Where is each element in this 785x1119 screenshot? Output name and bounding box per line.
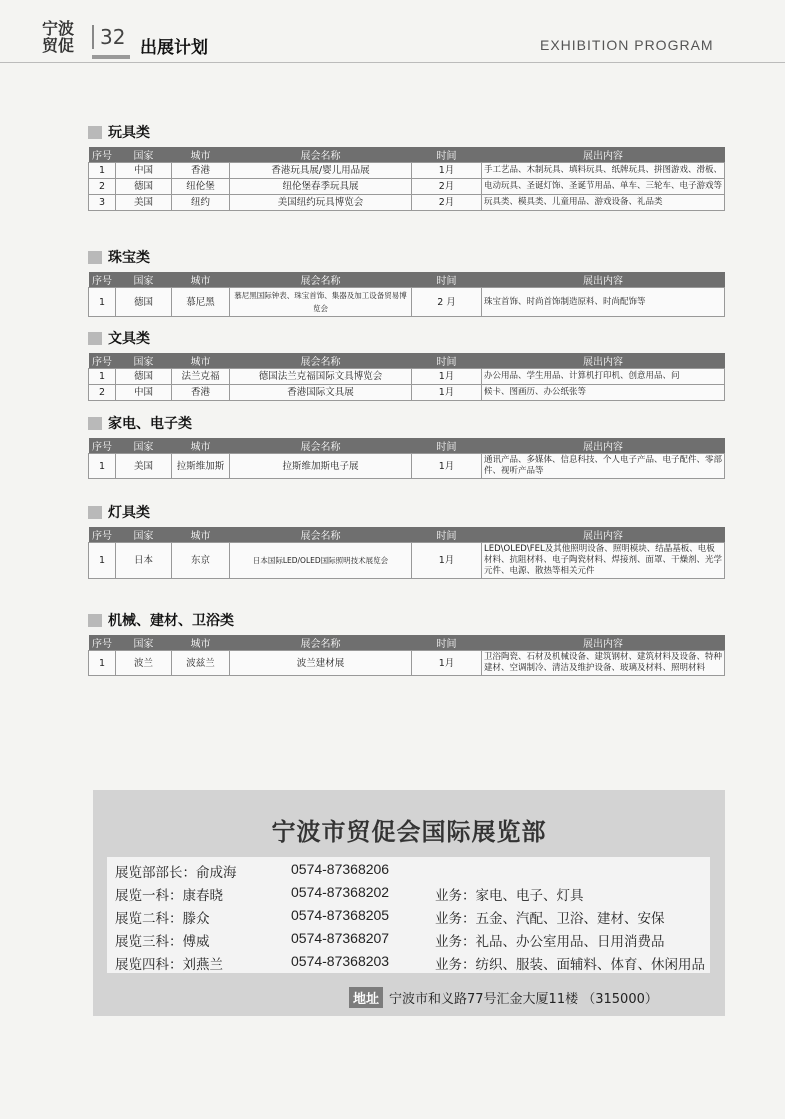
- contact-row: [107, 930, 710, 952]
- exhibition-table: [88, 147, 725, 211]
- table-cell: 1月: [412, 543, 482, 579]
- exhibition-table: [88, 635, 725, 676]
- table-cell: 美国: [116, 454, 172, 479]
- table-cell: 2: [89, 385, 116, 401]
- table-cell: 2月: [412, 179, 482, 195]
- column-header: 序号: [89, 353, 116, 369]
- table-cell: 波兹兰: [172, 651, 230, 676]
- section-marker-icon: [88, 126, 102, 139]
- exhibition-section: [88, 610, 724, 676]
- page-title: 出展计划: [140, 38, 208, 58]
- table-cell: 珠宝首饰、时尚首饰制造原料、时尚配饰等: [482, 288, 725, 317]
- contact-business: 业务：五金、汽配、卫浴、建材、安保: [435, 911, 665, 927]
- column-header: 城市: [172, 272, 230, 288]
- table-cell: 拉斯维加斯: [172, 454, 230, 479]
- section-title: [88, 502, 724, 522]
- magazine-logo: [42, 20, 74, 54]
- column-header: 时间: [412, 147, 482, 163]
- section-title-text: 珠宝类: [108, 250, 150, 266]
- column-header: 城市: [172, 438, 230, 454]
- table-cell: 1月: [412, 369, 482, 385]
- contact-phone: 0574-87368203: [291, 953, 390, 969]
- table-row: [89, 543, 725, 579]
- contact-phone: 0574-87368202: [291, 884, 390, 900]
- column-header: 时间: [412, 438, 482, 454]
- column-header: 序号: [89, 272, 116, 288]
- table-cell: 香港: [172, 385, 230, 401]
- table-cell: 3: [89, 195, 116, 211]
- column-header: 城市: [172, 635, 230, 651]
- table-cell: 慕尼黑国际钟表、珠宝首饰、集器及加工设备贸易博览会: [230, 288, 412, 317]
- page-number: 32: [92, 25, 125, 49]
- table-row: [89, 163, 725, 179]
- table-header-row: [89, 147, 725, 163]
- contact-row: [107, 953, 710, 975]
- table-cell: 美国纽约玩具博览会: [230, 195, 412, 211]
- table-cell: 2月: [412, 195, 482, 211]
- table-cell: 办公用品、学生用品、计算机打印机、创意用品、问: [482, 369, 725, 385]
- table-cell: 纽约: [172, 195, 230, 211]
- header-divider: [0, 62, 785, 63]
- table-header-row: [89, 527, 725, 543]
- page-number-underline: [92, 55, 130, 59]
- contact-role: 展览一科：康春晓: [115, 888, 223, 904]
- section-marker-icon: [88, 251, 102, 264]
- table-cell: 1: [89, 651, 116, 676]
- contact-phone: 0574-87368207: [291, 930, 390, 946]
- column-header: 展出内容: [482, 147, 725, 163]
- column-header: 国家: [116, 353, 172, 369]
- table-cell: 2 月: [412, 288, 482, 317]
- section-title-text: 文具类: [108, 331, 150, 347]
- table-header-row: [89, 635, 725, 651]
- contact-business: 业务：家电、电子、灯具: [435, 888, 584, 904]
- column-header: 国家: [116, 147, 172, 163]
- column-header: 时间: [412, 527, 482, 543]
- column-header: 序号: [89, 438, 116, 454]
- exhibition-section: [88, 502, 724, 579]
- column-header: 序号: [89, 635, 116, 651]
- contact-phone: 0574-87368206: [291, 861, 390, 877]
- table-cell: 1月: [412, 454, 482, 479]
- contact-role: 展览四科：刘燕兰: [115, 957, 223, 973]
- table-cell: 波兰建材展: [230, 651, 412, 676]
- address-label: 地址: [349, 987, 383, 1008]
- table-cell: 拉斯维加斯电子展: [230, 454, 412, 479]
- column-header: 城市: [172, 527, 230, 543]
- table-cell: 1: [89, 369, 116, 385]
- exhibition-table: [88, 353, 725, 401]
- column-header: 国家: [116, 272, 172, 288]
- column-header: 展出内容: [482, 635, 725, 651]
- table-cell: 候卡、图画历、办公纸张等: [482, 385, 725, 401]
- table-cell: 东京: [172, 543, 230, 579]
- table-header-row: [89, 353, 725, 369]
- column-header: 序号: [89, 527, 116, 543]
- table-header-row: [89, 438, 725, 454]
- logo-line-2: 贸促: [42, 36, 75, 55]
- section-title-text: 灯具类: [108, 505, 150, 521]
- section-marker-icon: [88, 417, 102, 430]
- table-cell: 中国: [116, 163, 172, 179]
- table-cell: 香港国际文具展: [230, 385, 412, 401]
- contact-role: 展览二科：滕众: [115, 911, 210, 927]
- column-header: 展会名称: [230, 353, 412, 369]
- table-cell: 2: [89, 179, 116, 195]
- column-header: 展出内容: [482, 353, 725, 369]
- section-marker-icon: [88, 614, 102, 627]
- column-header: 展出内容: [482, 527, 725, 543]
- page-subtitle: EXHIBITION PROGRAM: [540, 37, 714, 53]
- table-cell: 1: [89, 543, 116, 579]
- page-header: [0, 0, 785, 62]
- column-header: 时间: [412, 635, 482, 651]
- table-cell: 德国法兰克福国际文具博览会: [230, 369, 412, 385]
- table-cell: 1: [89, 163, 116, 179]
- address-line: [349, 987, 658, 1008]
- table-cell: 1: [89, 288, 116, 317]
- section-marker-icon: [88, 332, 102, 345]
- section-title: [88, 328, 724, 348]
- table-cell: 日本国际LED/OLED国际照明技术展览会: [230, 543, 412, 579]
- exhibition-table: [88, 272, 725, 317]
- exhibition-section: [88, 122, 724, 211]
- contact-business: 业务：礼品、办公室用品、日用消费品: [435, 934, 665, 950]
- section-title-text: 机械、建材、卫浴类: [108, 613, 234, 629]
- column-header: 展会名称: [230, 438, 412, 454]
- table-row: [89, 195, 725, 211]
- table-cell: 香港玩具展/婴儿用品展: [230, 163, 412, 179]
- column-header: 展会名称: [230, 635, 412, 651]
- address-text: 宁波市和义路77号汇金大厦11楼 （315000）: [389, 992, 658, 1007]
- table-cell: 纽伦堡春季玩具展: [230, 179, 412, 195]
- table-cell: 香港: [172, 163, 230, 179]
- table-cell: 通讯产品、多媒体、信息科技、个人电子产品、电子配件、零部件、视听产品等: [482, 454, 725, 479]
- contact-row: [107, 861, 710, 883]
- exhibition-section: [88, 413, 724, 479]
- table-cell: 波兰: [116, 651, 172, 676]
- table-row: [89, 369, 725, 385]
- column-header: 展会名称: [230, 527, 412, 543]
- exhibition-table: [88, 527, 725, 579]
- logo-line-1: 宁波: [42, 19, 75, 38]
- table-cell: 1月: [412, 163, 482, 179]
- table-cell: 德国: [116, 288, 172, 317]
- column-header: 展会名称: [230, 147, 412, 163]
- table-cell: 日本: [116, 543, 172, 579]
- table-cell: 纽伦堡: [172, 179, 230, 195]
- column-header: 展会名称: [230, 272, 412, 288]
- column-header: 国家: [116, 635, 172, 651]
- table-cell: 慕尼黑: [172, 288, 230, 317]
- section-title: [88, 122, 724, 142]
- section-marker-icon: [88, 506, 102, 519]
- column-header: 国家: [116, 438, 172, 454]
- column-header: 时间: [412, 353, 482, 369]
- contact-title: 宁波市贸促会国际展览部: [271, 818, 547, 846]
- table-cell: 1月: [412, 385, 482, 401]
- contact-row: [107, 907, 710, 929]
- column-header: 展出内容: [482, 438, 725, 454]
- table-cell: 德国: [116, 179, 172, 195]
- contact-panel: [93, 790, 725, 1016]
- table-cell: 德国: [116, 369, 172, 385]
- table-cell: 卫浴陶瓷、石材及机械设备、建筑钢材、建筑材料及设备、特种建材、空调制冷、清洁及维护设备、玻璃及材料、照明材料: [482, 651, 725, 676]
- contact-phone: 0574-87368205: [291, 907, 390, 923]
- table-row: [89, 385, 725, 401]
- contact-list: [107, 857, 710, 973]
- section-title: [88, 247, 724, 267]
- column-header: 展出内容: [482, 272, 725, 288]
- section-title: [88, 610, 724, 630]
- table-row: [89, 454, 725, 479]
- table-header-row: [89, 272, 725, 288]
- table-row: [89, 651, 725, 676]
- table-cell: 美国: [116, 195, 172, 211]
- table-cell: LED\OLED\FEL及其他照明设备、照明模块、结晶基板、电板材料、抗阻材料、电子陶瓷材料、焊接剂、面罩、干燥剂、光学元件、电源、散热等相关元件: [482, 543, 725, 579]
- section-title-text: 玩具类: [108, 125, 150, 141]
- exhibition-table: [88, 438, 725, 479]
- table-row: [89, 288, 725, 317]
- contact-business: 业务：纺织、服装、面辅料、体育、休闲用品: [435, 957, 705, 973]
- table-cell: 1月: [412, 651, 482, 676]
- table-cell: 电动玩具、圣诞灯饰、圣诞节用品、单车、三轮车、电子游戏等: [482, 179, 725, 195]
- table-cell: 1: [89, 454, 116, 479]
- contact-row: [107, 884, 710, 906]
- column-header: 序号: [89, 147, 116, 163]
- column-header: 时间: [412, 272, 482, 288]
- exhibition-section: [88, 247, 724, 317]
- table-row: [89, 179, 725, 195]
- table-cell: 玩具类、模具类、儿童用品、游戏设备、礼品类: [482, 195, 725, 211]
- table-cell: 手工艺品、木制玩具、填料玩具、纸牌玩具、拼图游戏、滑板、: [482, 163, 725, 179]
- section-title: [88, 413, 724, 433]
- column-header: 国家: [116, 527, 172, 543]
- table-cell: 中国: [116, 385, 172, 401]
- column-header: 城市: [172, 147, 230, 163]
- contact-role: 展览部部长：俞成海: [115, 865, 237, 881]
- column-header: 城市: [172, 353, 230, 369]
- contact-role: 展览三科：傅威: [115, 934, 210, 950]
- section-title-text: 家电、电子类: [108, 416, 192, 432]
- exhibition-section: [88, 328, 724, 401]
- table-cell: 法兰克福: [172, 369, 230, 385]
